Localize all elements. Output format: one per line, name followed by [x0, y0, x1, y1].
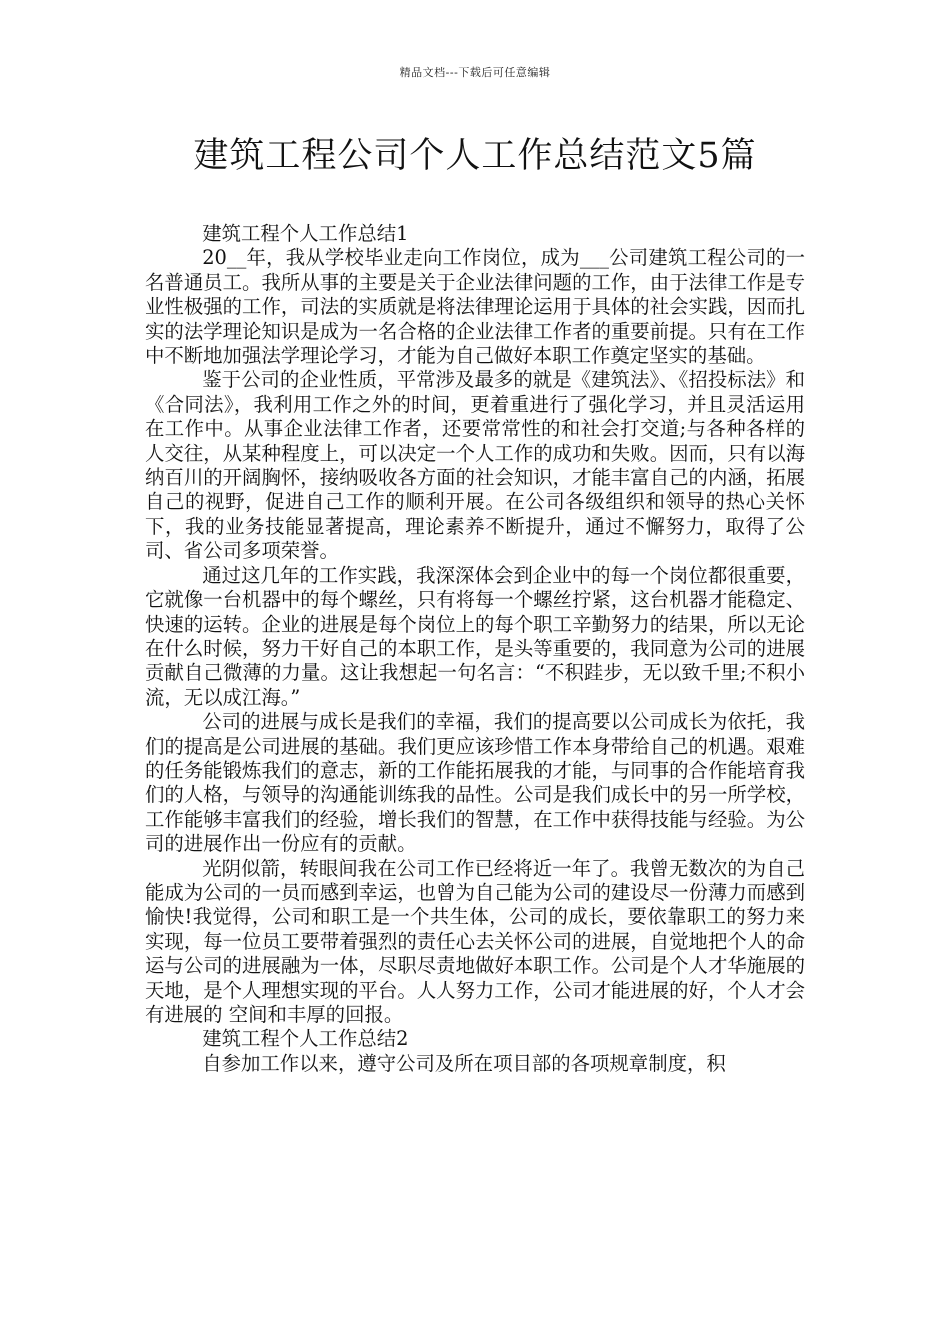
section-heading-1: 建筑工程个人工作总结1 — [202, 222, 409, 245]
header-note: 精品文档---下载后可任意编辑 — [399, 66, 551, 79]
paragraph: 20__年，我从学校毕业走向工作岗位，成为___公司建筑工程公司的一名普通员工。我所从事的主要是关于企业法律问题的工作，由于法律工作是专业性极强的工作，司法的实质就是将法律理论运用于具体的社会实践，因而扎实的法学理论知识是成为一名合格的企业法律工作者的重要前提。只有在工作中不断地加强法学理论学习，才能为自己做好本职工作奠定坚实的基础。 — [145, 246, 805, 368]
paragraph: 鉴于公司的企业性质，平常涉及最多的就是《建筑法》、《招投标法》和《合同法》，我利用工作之外的时间，更着重进行了强化学习，并且灵活运用在工作中。从事企业法律工作者，还要常常性的和社会打交道;与各种各样的人交往，从某种程度上，可以决定一个人工作的成功和失败。因而，只有以海纳百川的开阔胸怀，接纳吸收各方面的社会知识，才能丰富自己的内涵，拓展自己的视野，促进自己工作的顺利开展。在公司各级组织和领导的热心关怀下，我的业务技能显著提高，理论素养不断提升，通过不懈努力，取得了公司、省公司多项荣誉。 — [145, 368, 805, 563]
document-title: 建筑工程公司个人工作总结范文5篇 — [193, 136, 757, 176]
paragraph: 自参加工作以来，遵守公司及所在项目部的各项规章制度，积 — [202, 1051, 726, 1075]
paragraph: 通过这几年的工作实践，我深深体会到企业中的每一个岗位都很重要，它就像一台机器中的每个螺丝，只有将每一个螺丝拧紧，这台机器才能稳定、快速的运转。企业的进展是每个岗位上的每个职工辛勤努力的结果，所以无论在什么时候，努力干好自己的本职工作，是头等重要的，我同意为公司的进展贡献自己微薄的力量。这让我想起一句名言：“不积跬步，无以致千里;不积小流，无以成江海。” — [145, 563, 805, 709]
document-body — [145, 222, 805, 1076]
paragraph: 公司的进展与成长是我们的幸福，我们的提高要以公司成长为依托，我们的提高是公司进展的基础。我们更应该珍惜工作本身带给自己的机遇。艰难的任务能锻炼我们的意志，新的工作能拓展我的才能，与同事的合作能培育我们的人格，与领导的沟通能训练我的品性。公司是我们成长中的另一所学校，工作能够丰富我们的经验，增长我们的智慧，在工作中获得技能与经验。为公司的进展作出一份应有的贡献。 — [145, 710, 805, 856]
paragraph: 光阴似箭，转眼间我在公司工作已经将近一年了。我曾无数次的为自己能成为公司的一员而感到幸运，也曾为自己能为公司的建设尽一份薄力而感到愉快!我觉得，公司和职工是一个共生体，公司的成长，要依靠职工的努力来实现，每一位员工要带着强烈的责任心去关怀公司的进展，自觉地把个人的命运与公司的进展融为一体，尽职尽责地做好本职工作。公司是个人才华施展的天地，是个人理想实现的平台。人人努力工作，公司才能进展的好，个人才会有进展的 空间和丰厚的回报。 — [145, 856, 805, 1026]
section-heading-2: 建筑工程个人工作总结2 — [202, 1027, 409, 1051]
